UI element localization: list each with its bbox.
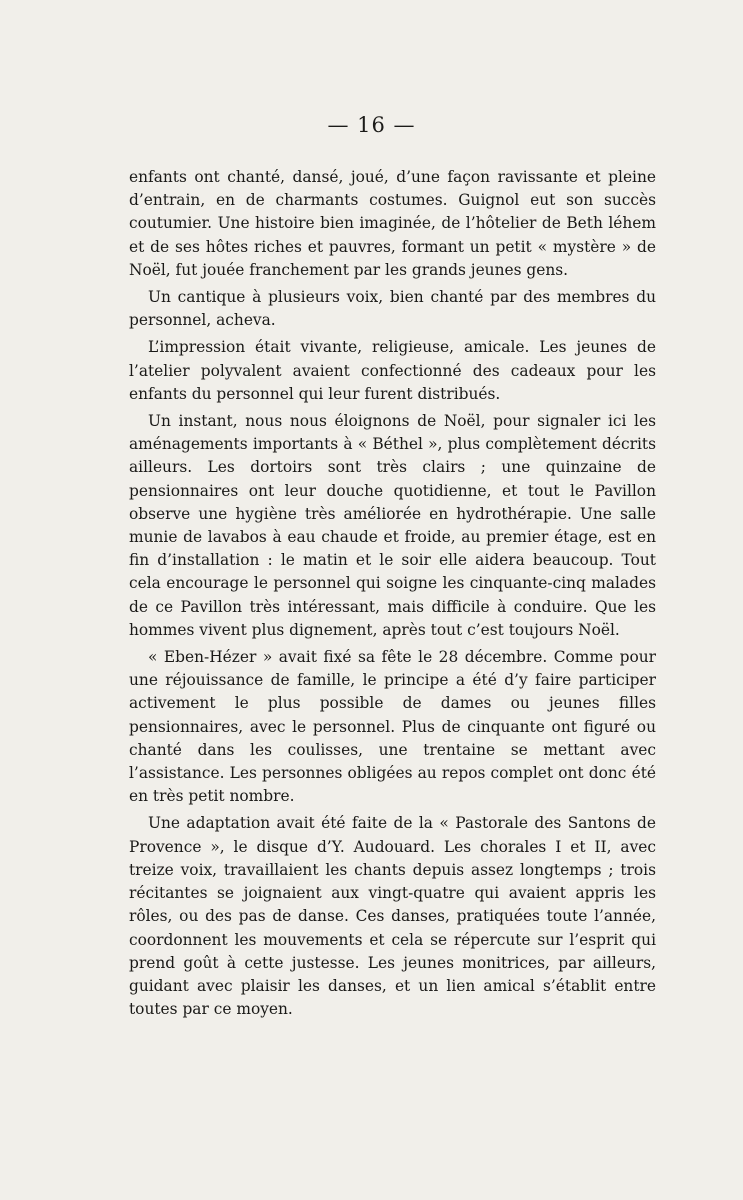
paragraph-4: Un instant, nous nous éloignons de Noël, pour signaler ici les aménagements importants à « Béthel », plus complètement décrits ailleurs. Les dortoirs sont très clairs ; une quinzaine de pensionnaires ont leur douche quotidienne, et tout le Pavillon observe une hygiène très améliorée en hydrothérapie. Une salle munie de lavabos à eau chaude et froide, au premier étage, est en fin d’installation : le matin et le soir elle aidera beaucoup. Tout cela encourage le personnel qui soigne les cinquante-cinq malades de ce Pavillon très intéressant, mais difficile à conduire. Que les hommes vivent plus dignement, après tout c’est toujours Noël.	[129, 412, 656, 639]
page-number: — 16 —	[327, 113, 416, 137]
paragraph-3: L’impression était vivante, religieuse, amicale. Les jeunes de l’atelier polyvalent avaient confectionné des cadeaux pour les enfants du personnel qui leur furent distribués.	[129, 338, 656, 403]
body-text	[129, 166, 656, 1025]
paragraph-1: enfants ont chanté, dansé, joué, d’une façon ravissante et pleine d’entrain, en de charmants costumes. Guignol eut son succès coutumier. Une histoire bien imaginée, de l’hôtelier de Beth léhem et de ses hôtes riches et pauvres, formant un petit « mystère » de Noël, fut jouée franchement par les grands jeunes gens.	[129, 168, 656, 279]
paragraph-6: Une adaptation avait été faite de la « Pastorale des Santons de Provence », le disque d’Y. Audouard. Les chorales I et II, avec treize voix, travaillaient les chants depuis assez longtemps ; trois récitantes se joignaient aux vingt-quatre qui avaient appris les rôles, ou des pas de danse. Ces danses, pratiquées toute l’année, coordonnent les mouvements et cela se répercute sur l’esprit qui prend goût à cette justesse. Les jeunes monitrices, par ailleurs, guidant avec plaisir les danses, et un lien amical s’établit entre toutes par ce moyen.	[129, 814, 656, 1019]
paragraph-2: Un cantique à plusieurs voix, bien chanté par des membres du personnel, acheva.	[129, 288, 656, 330]
paragraph-5: « Eben-Hézer » avait fixé sa fête le 28 décembre. Comme pour une réjouissance de famille, le principe a été d’y faire participer activement le plus possible de dames ou jeunes filles pensionnaires, avec le personnel. Plus de cinquante ont figuré ou chanté dans les coulisses, une trentaine se mettant avec l’assistance. Les personnes obligées au repos complet ont donc été en très petit nombre.	[129, 648, 656, 806]
